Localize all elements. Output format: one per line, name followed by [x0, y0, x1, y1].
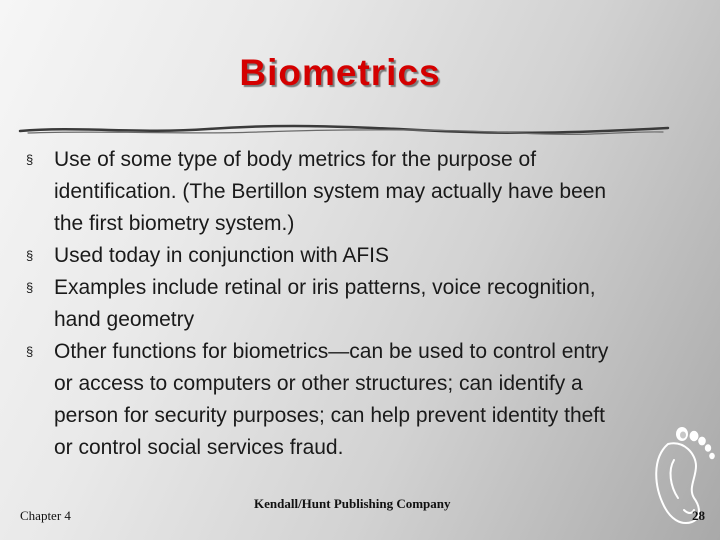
bullet-line: Examples include retinal or iris patterns, voice recognition, [54, 276, 596, 299]
page-number: 28 [692, 508, 705, 523]
bullet-line: person for security purposes; can help prevent identity theft [54, 404, 605, 427]
bullet-item [26, 144, 706, 240]
bullet-line: Used today in conjunction with AFIS [54, 244, 390, 267]
bullet-item [26, 240, 706, 272]
bullet-line: hand geometry [54, 308, 195, 331]
bullet-item [26, 336, 706, 464]
bullet-marker: § [26, 280, 34, 295]
footer-publisher: Kendall/Hunt Publishing Company [254, 496, 451, 511]
decorative-divider-icon [18, 122, 670, 138]
bullet-item [26, 272, 706, 336]
bullet-list [26, 144, 706, 464]
bullet-marker: § [26, 248, 34, 263]
bullet-line: the first biometry system.) [54, 212, 295, 235]
bullet-line: identification. (The Bertillon system may actually have been [54, 180, 607, 203]
bullet-marker: § [26, 152, 34, 167]
bullet-marker: § [26, 344, 34, 359]
bullet-line: Use of some type of body metrics for the purpose of [54, 148, 537, 171]
footer-chapter: Chapter 4 [20, 508, 71, 523]
footprint-icon [638, 414, 720, 532]
bullet-line: Other functions for biometrics—can be used to control entry [54, 340, 609, 363]
slide-title: Biometrics [239, 52, 441, 93]
bullet-line: or control social services fraud. [54, 436, 344, 459]
bullet-line: or access to computers or other structures; can identify a [54, 372, 583, 395]
